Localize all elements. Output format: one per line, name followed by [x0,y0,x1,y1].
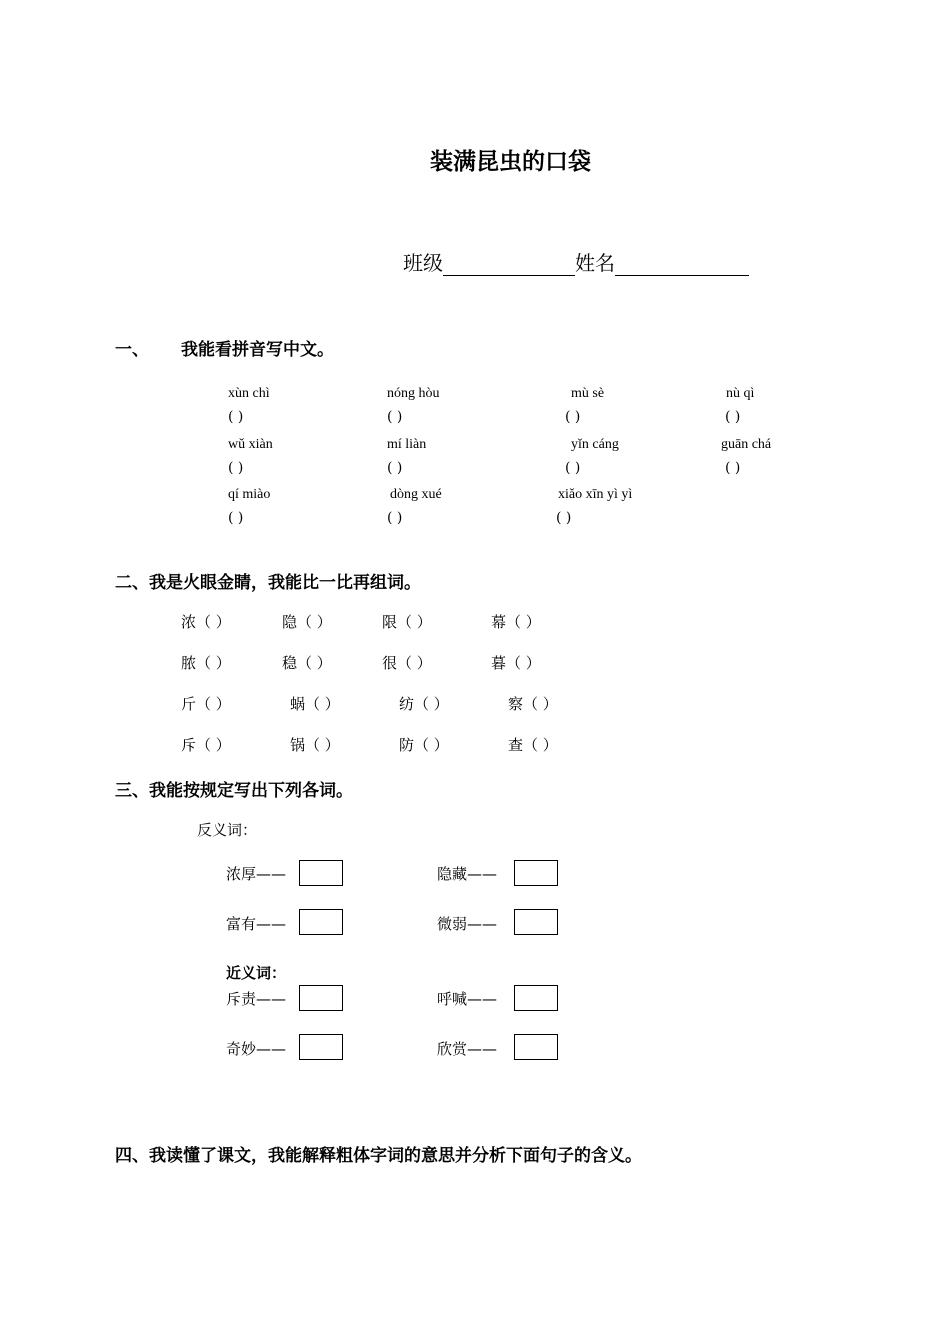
pinyin-item: xiǎo xīn yì yì [558,487,633,502]
pinyin-item: mù sè [571,386,605,401]
word-pair[interactable]: 浓（ ） [181,613,231,631]
answer-blank[interactable]: ( ) [228,460,244,476]
word-pair[interactable]: 幕（ ） [491,613,541,631]
section2-heading: 二、我是火眼金睛，我能比一比再组词。 [115,573,421,593]
pinyin-item: qí miào [228,487,271,502]
antonym-label: 反义词： [197,821,258,839]
word-pair[interactable]: 防（ ） [399,736,449,754]
pinyin-item: nóng hòu [387,386,440,401]
word-pair[interactable]: 查（ ） [508,736,558,754]
page-title: 装满昆虫的口袋 [430,148,591,175]
answer-blank[interactable]: ( ) [387,460,403,476]
class-field[interactable] [443,253,575,276]
word-pair[interactable]: 锅（ ） [290,736,340,754]
word-pair[interactable]: 隐（ ） [282,613,332,631]
synonym-word: 呼喊—— [437,990,498,1008]
section3-heading: 三、我能按规定写出下列各词。 [115,781,353,801]
synonym-label: 近义词： [226,964,287,982]
name-field[interactable] [615,253,749,276]
section1-heading: 我能看拼音写中文。 [181,340,334,360]
pinyin-item: xùn chì [228,386,270,401]
word-pair[interactable]: 稳（ ） [282,654,332,672]
antonym-word: 微弱—— [437,915,498,933]
antonym-word: 隐藏—— [437,865,498,883]
answer-blank[interactable]: ( ) [228,510,244,526]
pinyin-item: guān chá [721,437,772,452]
word-pair[interactable]: 脓（ ） [181,654,231,672]
synonym-word: 奇妙—— [226,1040,287,1058]
answer-box[interactable] [514,985,558,1011]
answer-box[interactable] [514,909,558,935]
word-pair[interactable]: 蜗（ ） [290,695,340,713]
answer-blank[interactable]: ( ) [387,409,403,425]
answer-blank[interactable]: ( ) [556,510,572,526]
class-name-line [403,247,749,276]
pinyin-item: mí liàn [387,437,427,452]
answer-blank[interactable]: ( ) [228,409,244,425]
word-pair[interactable]: 暮（ ） [491,654,541,672]
pinyin-item: nù qì [726,386,755,401]
word-pair[interactable]: 纺（ ） [399,695,449,713]
name-label: 姓名 [575,251,615,275]
word-pair[interactable]: 斥（ ） [181,736,231,754]
answer-box[interactable] [514,860,558,886]
word-pair[interactable]: 察（ ） [508,695,558,713]
word-pair[interactable]: 限（ ） [382,613,432,631]
pinyin-item: yǐn cáng [571,437,619,452]
answer-box[interactable] [514,1034,558,1060]
answer-blank[interactable]: ( ) [725,409,741,425]
answer-blank[interactable]: ( ) [565,409,581,425]
synonym-word: 斥责—— [226,990,287,1008]
antonym-word: 浓厚—— [226,865,287,883]
answer-box[interactable] [299,860,343,886]
answer-blank[interactable]: ( ) [725,460,741,476]
class-label: 班级 [403,251,443,275]
answer-blank[interactable]: ( ) [387,510,403,526]
section1-number: 一、 [115,340,149,360]
word-pair[interactable]: 斤（ ） [181,695,231,713]
section4-heading: 四、我读懂了课文，我能解释粗体字词的意思并分析下面句子的含义。 [115,1146,642,1166]
answer-box[interactable] [299,909,343,935]
answer-blank[interactable]: ( ) [565,460,581,476]
antonym-word: 富有—— [226,915,287,933]
word-pair[interactable]: 很（ ） [382,654,432,672]
synonym-word: 欣赏—— [437,1040,498,1058]
answer-box[interactable] [299,1034,343,1060]
answer-box[interactable] [299,985,343,1011]
pinyin-item: wǔ xiàn [228,437,273,452]
pinyin-item: dòng xué [390,487,442,502]
